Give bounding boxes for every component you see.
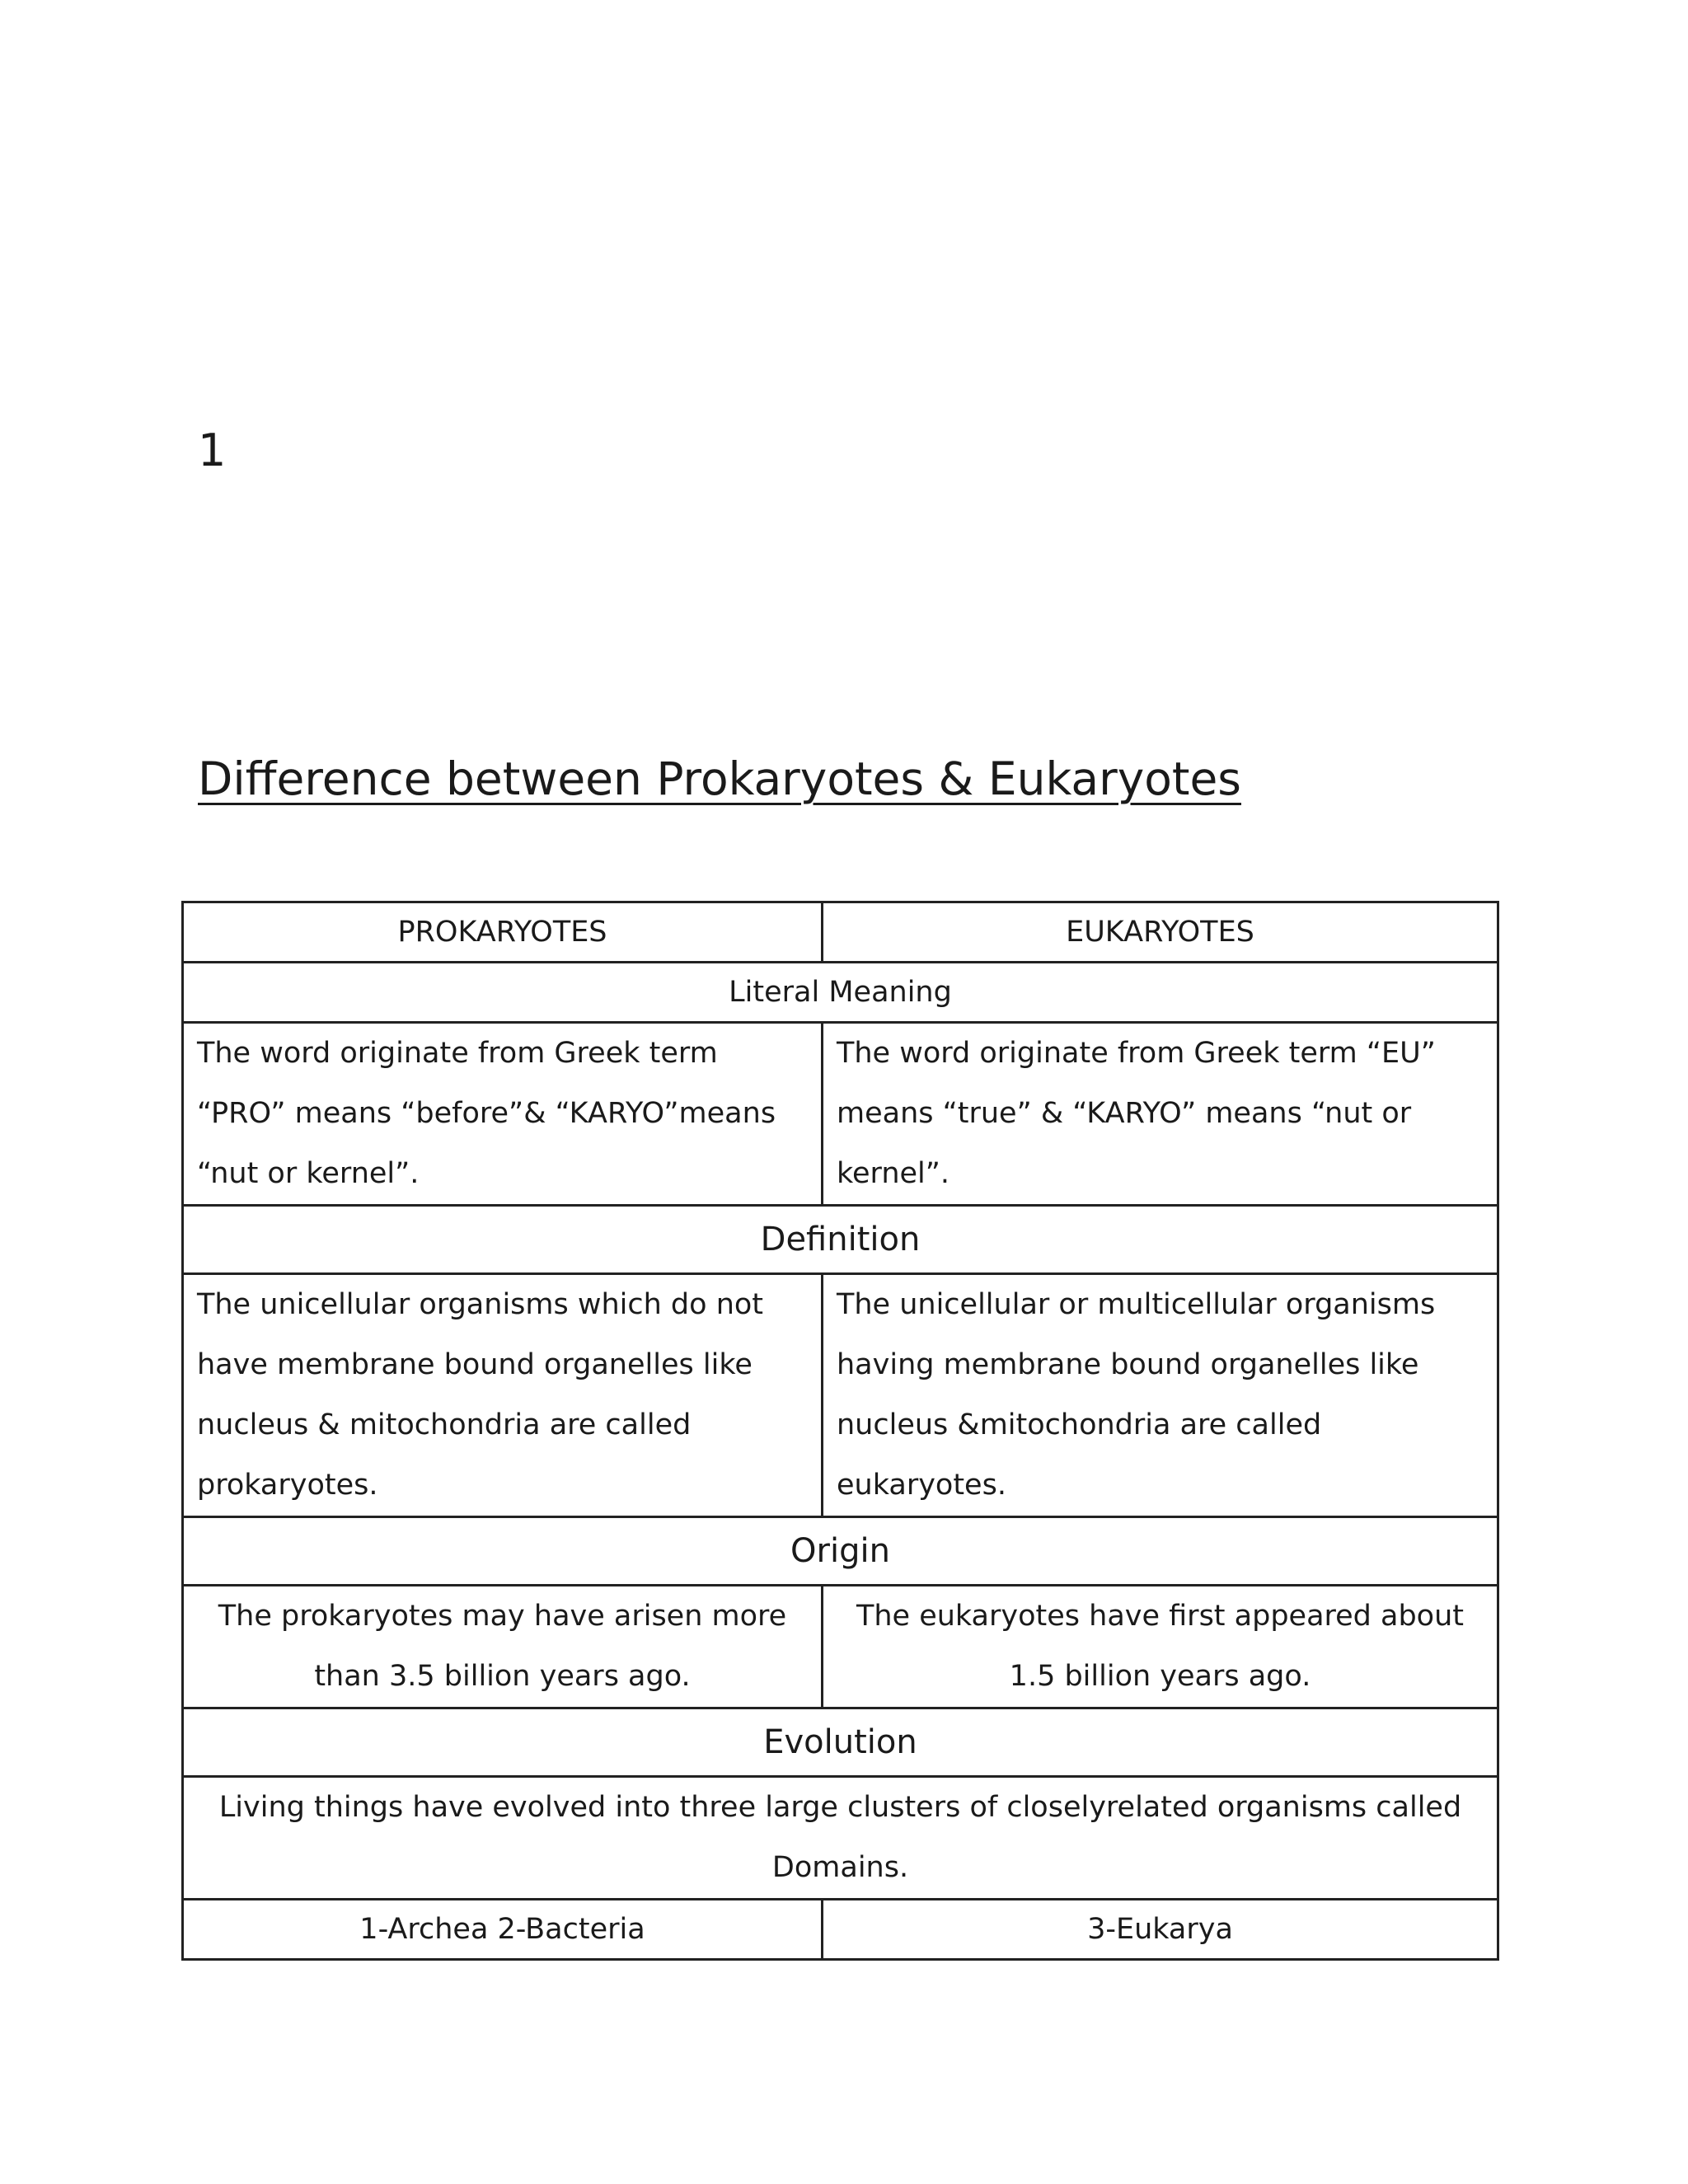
header-prokaryotes: PROKARYOTES [183,902,823,963]
table-header-row [183,902,1498,963]
cell-prokaryotes-literal-meaning: The word originate from Greek term “PRO” means “before”& “KARYO”means “nut or kernel”. [183,1023,823,1206]
cell-eukaryotes-domains: 3-Eukarya [823,1900,1498,1960]
cell-evolution-text: Living things have evolved into three large clusters of closelyrelated organisms called Domains. [183,1777,1498,1900]
page-number: 1 [198,424,227,476]
header-eukaryotes: EUKARYOTES [823,902,1498,963]
cell-eukaryotes-origin: The eukaryotes have first appeared about 1.5 billion years ago. [823,1586,1498,1708]
section-definition: Definition [183,1206,1498,1274]
document-title: Difference between Prokaryotes & Eukaryotes [198,752,1241,805]
table-row-domains [183,1900,1498,1960]
table-row-literal-meaning [183,1023,1498,1206]
cell-prokaryotes-domains: 1-Archea 2-Bacteria [183,1900,823,1960]
section-row-evolution [183,1708,1498,1777]
section-evolution: Evolution [183,1708,1498,1777]
section-origin: Origin [183,1517,1498,1586]
table-row-origin [183,1586,1498,1708]
cell-eukaryotes-literal-meaning: The word originate from Greek term “EU” means “true” & “KARYO” means “nut or kernel”. [823,1023,1498,1206]
cell-prokaryotes-definition: The unicellular organisms which do not have membrane bound organelles like nucleus & mitochondria are called prokaryotes. [183,1274,823,1517]
section-row-origin [183,1517,1498,1586]
cell-eukaryotes-definition: The unicellular or multicellular organisms having membrane bound organelles like nucleus &mitochondria are called eukaryotes. [823,1274,1498,1517]
comparison-table [181,901,1499,1961]
section-row-literal-meaning [183,963,1498,1023]
table-row-definition [183,1274,1498,1517]
section-row-definition [183,1206,1498,1274]
table-row-evolution [183,1777,1498,1900]
section-literal-meaning: Literal Meaning [183,963,1498,1023]
cell-prokaryotes-origin: The prokaryotes may have arisen more than 3.5 billion years ago. [183,1586,823,1708]
